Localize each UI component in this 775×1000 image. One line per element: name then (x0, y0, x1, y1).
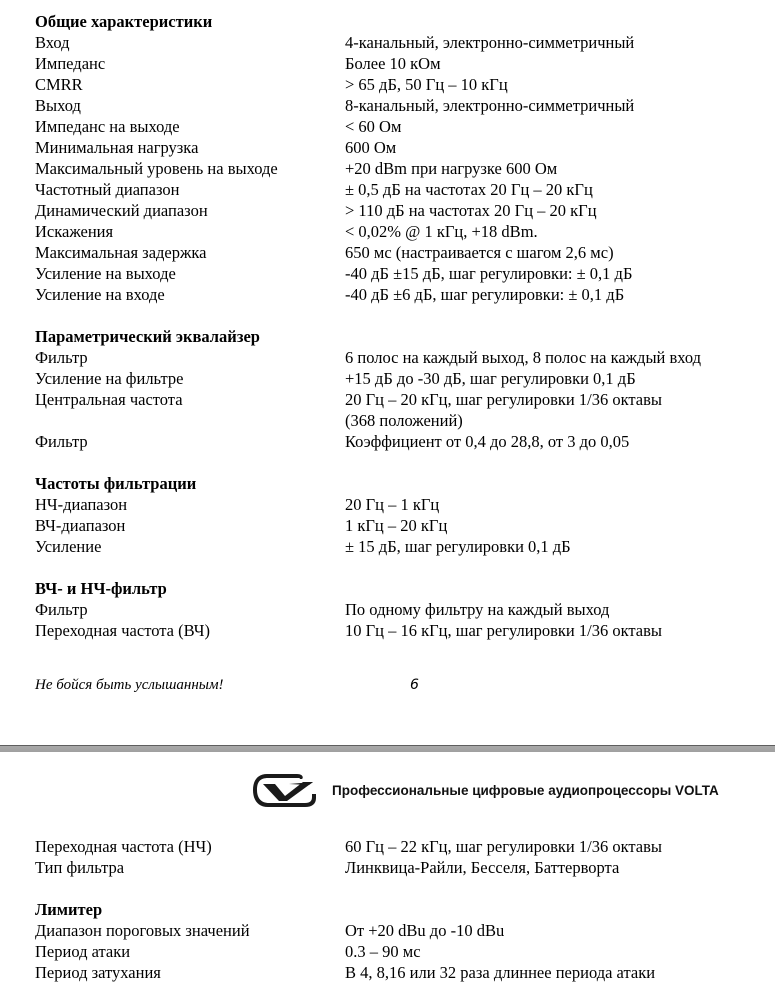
page-header (253, 770, 719, 810)
spec-label: Период атаки (35, 942, 131, 961)
spec-row (35, 74, 775, 95)
spec-value: 4-канальный, электронно-симметричный (345, 33, 635, 52)
spec-row (35, 494, 775, 515)
spec-value: 1 кГц – 20 кГц (345, 516, 448, 535)
page-number: 6 (410, 677, 419, 693)
spec-value: -40 дБ ±6 дБ, шаг регулировки: ± 0,1 дБ (345, 285, 625, 304)
spec-label: Центральная частота (35, 390, 183, 409)
spec-value: +15 дБ до -30 дБ, шаг регулировки 0,1 дБ (345, 369, 636, 388)
spec-label: Вход (35, 33, 70, 52)
spec-row (35, 32, 775, 53)
section-heading-limiter: Лимитер (35, 900, 103, 919)
spec-label: Фильтр (35, 432, 88, 451)
spec-value: 600 Ом (345, 138, 397, 157)
spec-value: В 4, 8,16 или 32 раза длиннее периода атаки (345, 963, 656, 982)
spec-label: ВЧ-диапазон (35, 516, 126, 535)
document-page-7 (0, 752, 775, 1000)
spec-value: > 65 дБ, 50 Гц – 10 кГц (345, 75, 508, 94)
spec-row (35, 284, 775, 305)
spec-row (35, 242, 775, 263)
page-separator (0, 745, 775, 752)
spec-label: Период затухания (35, 963, 161, 982)
spec-row (35, 368, 775, 389)
spec-row (35, 221, 775, 242)
spec-label: Переходная частота (ВЧ) (35, 621, 210, 640)
spec-row (35, 620, 775, 641)
spec-value: 6 полос на каждый выход, 8 полос на каждый вход (345, 348, 702, 367)
spec-label: Динамический диапазон (35, 201, 208, 220)
spec-label: Усиление (35, 537, 102, 556)
volta-logo-icon (253, 770, 319, 810)
spec-label: Переходная частота (НЧ) (35, 837, 212, 856)
spec-label: Диапазон пороговых значений (35, 921, 250, 940)
footer-motto: Не бойся быть услышанным! (35, 677, 224, 693)
spec-row (35, 200, 775, 221)
spec-value: Более 10 кОм (345, 54, 441, 73)
spec-label: Максимальная задержка (35, 243, 207, 262)
spec-row (35, 116, 775, 137)
spec-row (35, 137, 775, 158)
spec-value: > 110 дБ на частотах 20 Гц – 20 кГц (345, 201, 597, 220)
spec-value: ± 0,5 дБ на частотах 20 Гц – 20 кГц (345, 180, 593, 199)
spec-row (35, 347, 775, 368)
spec-row (35, 263, 775, 284)
spec-value: 10 Гц – 16 кГц, шаг регулировки 1/36 октавы (345, 621, 662, 640)
spec-row (35, 389, 775, 410)
spec-row (35, 431, 775, 452)
spec-value: +20 dBm при нагрузке 600 Ом (345, 159, 558, 178)
spec-row (35, 920, 775, 941)
header-title: Профессиональные цифровые аудиопроцессоры VOLTA (332, 782, 719, 798)
spec-label: Усиление на фильтре (35, 369, 184, 388)
spec-label: НЧ-диапазон (35, 495, 128, 514)
spec-label: Частотный диапазон (35, 180, 180, 199)
spec-row (35, 515, 775, 536)
spec-row (35, 836, 775, 857)
spec-value: (368 положений) (345, 411, 463, 430)
spec-row (35, 410, 775, 431)
section-heading-general: Общие характеристики (35, 12, 213, 31)
spec-row (35, 962, 775, 983)
spec-label: Усиление на выходе (35, 264, 176, 283)
spec-value: 650 мс (настраивается с шагом 2,6 мс) (345, 243, 614, 262)
spec-value: 60 Гц – 22 кГц, шаг регулировки 1/36 октавы (345, 837, 662, 856)
spec-label: Тип фильтра (35, 858, 125, 877)
spec-row (35, 857, 775, 878)
spec-label: Усиление на входе (35, 285, 165, 304)
spec-value: От +20 dBu до -10 dBu (345, 921, 505, 940)
spec-value: 8-канальный, электронно-симметричный (345, 96, 635, 115)
spec-value: -40 дБ ±15 дБ, шаг регулировки: ± 0,1 дБ (345, 264, 633, 283)
section-heading-parametric-eq: Параметрический эквалайзер (35, 327, 260, 346)
spec-value: 20 Гц – 20 кГц, шаг регулировки 1/36 октавы (345, 390, 662, 409)
spec-row (35, 179, 775, 200)
section-heading-hp-lp-filter: ВЧ- и НЧ-фильтр (35, 579, 167, 598)
spec-label: Фильтр (35, 600, 88, 619)
spec-value: Линквица-Райли, Бесселя, Баттерворта (345, 858, 620, 877)
spec-value: 20 Гц – 1 кГц (345, 495, 440, 514)
spec-value: 0.3 – 90 мс (345, 942, 421, 961)
spec-row (35, 599, 775, 620)
spec-label: Выход (35, 96, 81, 115)
spec-value: Коэффициент от 0,4 до 28,8, от 3 до 0,05 (345, 432, 630, 451)
spec-row (35, 53, 775, 74)
spec-row (35, 158, 775, 179)
spec-row (35, 95, 775, 116)
spec-value: < 0,02% @ 1 кГц, +18 dBm. (345, 222, 538, 241)
spec-value: ± 15 дБ, шаг регулировки 0,1 дБ (345, 537, 571, 556)
spec-label: CMRR (35, 75, 83, 94)
section-heading-filter-frequencies: Частоты фильтрации (35, 474, 197, 493)
spec-label: Импеданс на выходе (35, 117, 180, 136)
spec-value: По одному фильтру на каждый выход (345, 600, 610, 619)
spec-label: Импеданс (35, 54, 106, 73)
spec-row (35, 536, 775, 557)
spec-label: Искажения (35, 222, 114, 241)
spec-label: Фильтр (35, 348, 88, 367)
spec-label: Минимальная нагрузка (35, 138, 199, 157)
spec-label: Максимальный уровень на выходе (35, 159, 278, 178)
spec-row (35, 941, 775, 962)
spec-value: < 60 Ом (345, 117, 402, 136)
